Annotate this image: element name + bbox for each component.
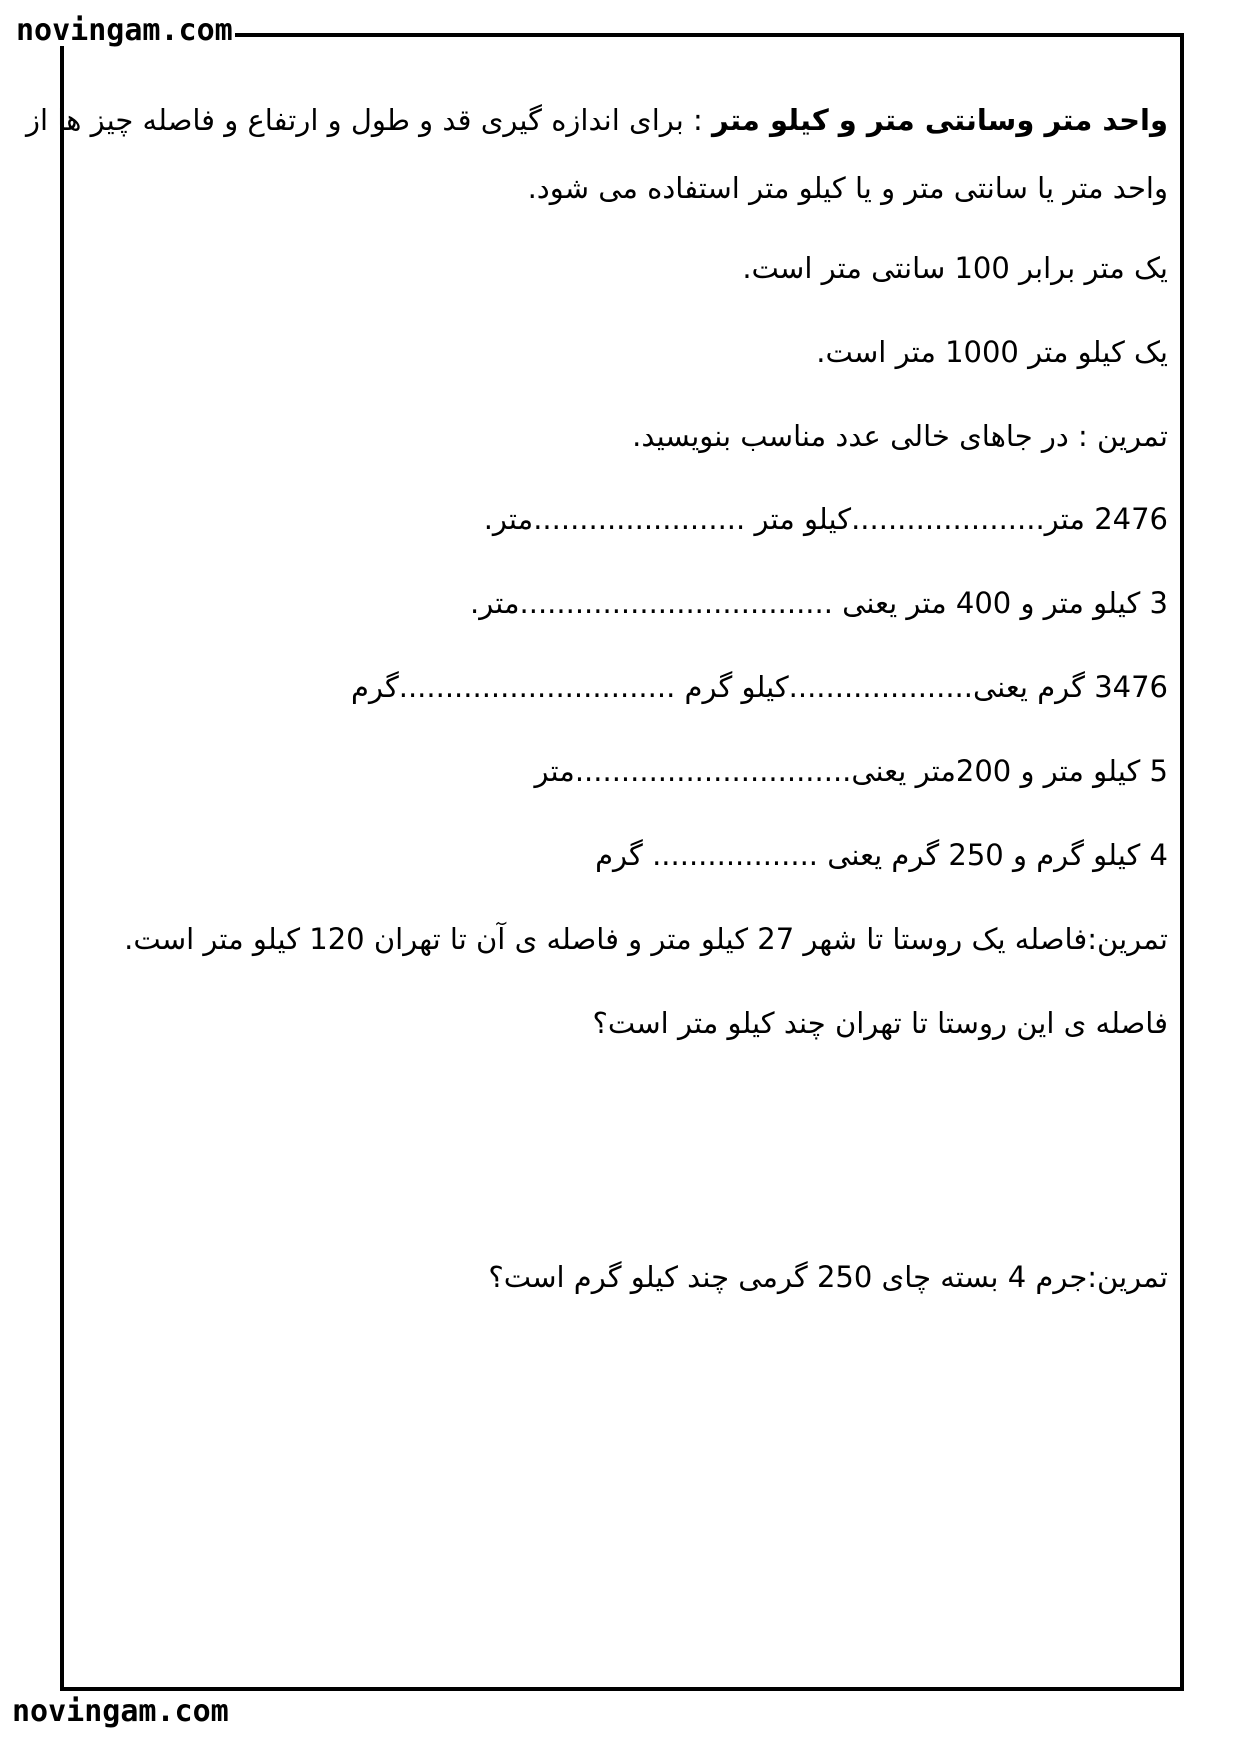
watermark-bottom: novingam.com <box>12 1694 229 1729</box>
exercise-1-item: 3476 گرم یعنی....................کیلو گرم ..............................گرم <box>350 670 1168 704</box>
watermark-top: novingam.com <box>16 13 233 48</box>
exercise-3: تمرین:جرم 4 بسته چای 250 گرمی چند کیلو گرم است؟ <box>488 1260 1168 1294</box>
exercise-2-line-1: تمرین:فاصله یک روستا تا شهر 27 کیلو متر و فاصله ی آن تا تهران 120 کیلو متر است. <box>124 922 1168 956</box>
exercise-1-item: 5 کیلو متر و 200متر یعنی..............................متر <box>534 754 1168 788</box>
exercise-1-item: 2476 متر.....................کیلو متر .......................متر. <box>483 502 1168 536</box>
exercise-1-item: 3 کیلو متر و 400 متر یعنی ..................................متر. <box>470 586 1168 620</box>
intro-paragraph-line-2: واحد متر یا سانتی متر و یا کیلو متر استفاده می شود. <box>527 171 1168 205</box>
exercise-1-instruction: تمرین : در جاهای خالی عدد مناسب بنویسید. <box>632 419 1168 453</box>
exercise-2-line-2: فاصله ی این روستا تا تهران چند کیلو متر است؟ <box>592 1006 1168 1040</box>
intro-paragraph-line-1 <box>26 100 1168 140</box>
intro-title: واحد متر وسانتی متر و کیلو متر <box>712 103 1168 137</box>
exercise-1-item: 4 کیلو گرم و 250 گرم یعنی .................. گرم <box>595 838 1168 872</box>
fact-kilometer-meter: یک کیلو متر 1000 متر است. <box>816 335 1168 369</box>
fact-meter-centimeter: یک متر برابر 100 سانتی متر است. <box>742 251 1168 285</box>
intro-text-1: : برای اندازه گیری قد و طول و ارتفاع و فاصله چیز ها از <box>26 103 713 137</box>
